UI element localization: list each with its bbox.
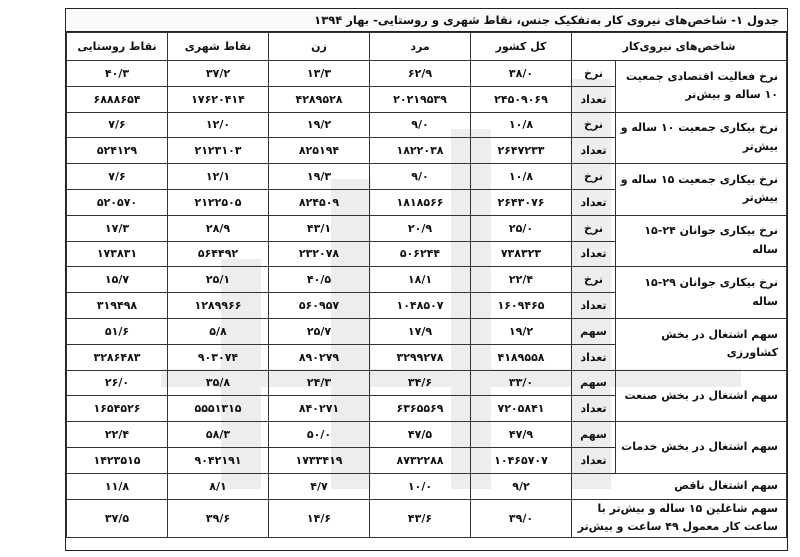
cell-total: ۱۰/۸ [471,164,572,190]
row-kind: تعداد [572,293,616,319]
cell-rural: ۵۲۴۱۲۹ [67,138,168,164]
cell-urban: ۲۸/۹ [168,215,269,241]
cell-total: ۲۶۴۳۰۷۶ [471,189,572,215]
cell-urban: ۱۲۸۹۹۶۶ [168,293,269,319]
cell-female: ۱۹/۲ [269,112,370,138]
row-kind: نرخ [572,61,616,87]
indicator-label: نرخ بیکاری جمعیت ۱۰ ساله و بیش‌تر [616,112,787,164]
cell-male: ۳۴/۶ [370,370,471,396]
cell-female: ۵۶۰۹۵۷ [269,293,370,319]
cell-male: ۵۰۶۲۴۴ [370,241,471,267]
cell-urban: ۵۶۴۴۹۲ [168,241,269,267]
header-row [67,33,787,61]
cell-total: ۲۲/۴ [471,267,572,293]
row-kind: تعداد [572,86,616,112]
row-kind: تعداد [572,241,616,267]
row-kind: سهم [572,370,616,396]
cell-rural: ۶۸۸۸۶۵۴ [67,86,168,112]
cell-female: ۲۳۲۰۷۸ [269,241,370,267]
cell-female: ۸۲۴۵۰۹ [269,189,370,215]
cell-rural: ۳۱۹۴۹۸ [67,293,168,319]
cell-urban: ۹۰۴۲۱۹۱ [168,447,269,473]
cell-total: ۴۷/۹ [471,422,572,448]
cell-female: ۲۴/۳ [269,370,370,396]
indicator-label: سهم شاغلین ۱۵ ساله و بیش‌تر با ساعت کار معمول ۴۹ ساعت و بیش‌تر [572,499,787,537]
header-indicator: شاخص‌های نیروی‌کار [572,33,787,61]
cell-male: ۱۷/۹ [370,318,471,344]
cell-female: ۸۴۰۲۷۱ [269,396,370,422]
cell-female: ۱۹/۳ [269,164,370,190]
cell-total: ۱۶۰۹۴۶۵ [471,293,572,319]
cell-total: ۱۹/۲ [471,318,572,344]
cell-urban: ۲۱۲۲۵۰۵ [168,189,269,215]
cell-total: ۲۴۵۰۹۰۶۹ [471,86,572,112]
cell-female: ۸۲۵۱۹۴ [269,138,370,164]
cell-urban: ۱۲/۰ [168,112,269,138]
cell-male: ۲۰/۹ [370,215,471,241]
cell-total: ۷۲۰۵۸۴۱ [471,396,572,422]
cell-female: ۴۲۸۹۵۲۸ [269,86,370,112]
row-kind: تعداد [572,138,616,164]
cell-urban: ۵۸/۳ [168,422,269,448]
row-kind: تعداد [572,189,616,215]
cell-total: ۹/۲ [471,473,572,499]
cell-urban: ۲۱۲۳۱۰۳ [168,138,269,164]
table-row [67,215,787,241]
cell-total: ۳۸/۰ [471,61,572,87]
cell-male: ۴۷/۵ [370,422,471,448]
table-frame [65,8,788,551]
cell-female: ۵۰/۰ [269,422,370,448]
row-kind: نرخ [572,215,616,241]
indicator-label: سهم اشتغال در بخش خدمات [616,422,787,474]
indicator-label: نرخ بیکاری جوانان ۲۹-۱۵ ساله [616,267,787,319]
cell-rural: ۵۲۰۵۷۰ [67,189,168,215]
row-kind: تعداد [572,344,616,370]
cell-female: ۸۹۰۲۷۹ [269,344,370,370]
cell-urban: ۱۲/۱ [168,164,269,190]
cell-total: ۱۰/۸ [471,112,572,138]
cell-rural: ۱۱/۸ [67,473,168,499]
cell-female: ۱۷۳۳۴۱۹ [269,447,370,473]
cell-total: ۴۱۸۹۵۵۸ [471,344,572,370]
cell-male: ۶۳۶۵۵۶۹ [370,396,471,422]
row-kind: سهم [572,422,616,448]
table-row [67,499,787,537]
row-kind: تعداد [572,396,616,422]
row-kind: تعداد [572,447,616,473]
cell-urban: ۸/۱ [168,473,269,499]
cell-rural: ۱۷۳۸۳۱ [67,241,168,267]
cell-rural: ۷/۶ [67,112,168,138]
indicator-label: نرخ بیکاری جمعیت ۱۵ ساله و بیش‌تر [616,164,787,216]
indicator-label: سهم اشتغال ناقص [572,473,787,499]
cell-female: ۴۳/۱ [269,215,370,241]
table-row [67,318,787,344]
cell-total: ۲۶۴۷۲۳۳ [471,138,572,164]
cell-male: ۸۷۳۲۲۸۸ [370,447,471,473]
cell-female: ۲۵/۷ [269,318,370,344]
cell-male: ۱۰/۰ [370,473,471,499]
table-title: جدول ۱- شاخص‌های نیروی کار به‌تفکیک جنس، نقاط شهری و روستایی- بهار ۱۳۹۴ [66,9,787,32]
row-kind: نرخ [572,164,616,190]
cell-urban: ۵/۸ [168,318,269,344]
header-male: مرد [370,33,471,61]
indicator-label: نرخ فعالیت اقتصادی جمعیت ۱۰ ساله و بیش‌تر [616,61,787,113]
cell-male: ۱۰۴۸۵۰۷ [370,293,471,319]
cell-total: ۳۳/۰ [471,370,572,396]
cell-female: ۴۰/۵ [269,267,370,293]
row-kind: نرخ [572,267,616,293]
table-row [67,267,787,293]
header-rural: نقاط روستایی [67,33,168,61]
cell-total: ۲۵/۰ [471,215,572,241]
cell-urban: ۳۷/۲ [168,61,269,87]
header-total: کل کشور [471,33,572,61]
cell-male: ۱۸/۱ [370,267,471,293]
table-row [67,164,787,190]
cell-urban: ۹۰۳۰۷۴ [168,344,269,370]
cell-rural: ۱۴۲۳۵۱۵ [67,447,168,473]
cell-urban: ۲۵/۱ [168,267,269,293]
cell-urban: ۳۵/۸ [168,370,269,396]
cell-total: ۱۰۴۶۵۷۰۷ [471,447,572,473]
row-kind: نرخ [572,112,616,138]
cell-rural: ۲۲/۴ [67,422,168,448]
cell-total: ۳۹/۰ [471,499,572,537]
cell-male: ۱۸۱۸۵۶۶ [370,189,471,215]
indicator-label: سهم اشتغال در بخش صنعت [616,370,787,422]
cell-rural: ۲۶/۰ [67,370,168,396]
cell-rural: ۳۷/۵ [67,499,168,537]
cell-rural: ۳۲۸۶۴۸۳ [67,344,168,370]
table-row [67,112,787,138]
cell-male: ۲۰۲۱۹۵۳۹ [370,86,471,112]
cell-male: ۶۲/۹ [370,61,471,87]
cell-rural: ۱۷/۳ [67,215,168,241]
cell-male: ۹/۰ [370,164,471,190]
cell-rural: ۷/۶ [67,164,168,190]
row-kind: سهم [572,318,616,344]
header-urban: نقاط شهری [168,33,269,61]
table-row [67,473,787,499]
cell-male: ۳۲۹۹۲۷۸ [370,344,471,370]
cell-urban: ۱۷۶۲۰۴۱۴ [168,86,269,112]
labor-indicators-table [66,32,787,538]
cell-female: ۴/۷ [269,473,370,499]
cell-urban: ۵۵۵۱۳۱۵ [168,396,269,422]
cell-male: ۴۳/۶ [370,499,471,537]
cell-urban: ۳۹/۶ [168,499,269,537]
table-row [67,61,787,87]
cell-rural: ۵۱/۶ [67,318,168,344]
cell-female: ۱۴/۶ [269,499,370,537]
indicator-label: سهم اشتغال در بخش کشاورزی [616,318,787,370]
cell-rural: ۱۵/۷ [67,267,168,293]
cell-female: ۱۳/۳ [269,61,370,87]
table-row [67,422,787,448]
cell-rural: ۴۰/۳ [67,61,168,87]
table-row [67,370,787,396]
header-female: زن [269,33,370,61]
cell-total: ۷۳۸۳۲۳ [471,241,572,267]
cell-rural: ۱۶۵۴۵۲۶ [67,396,168,422]
cell-male: ۱۸۲۲۰۳۸ [370,138,471,164]
indicator-label: نرخ بیکاری جوانان ۲۴-۱۵ ساله [616,215,787,267]
cell-male: ۹/۰ [370,112,471,138]
